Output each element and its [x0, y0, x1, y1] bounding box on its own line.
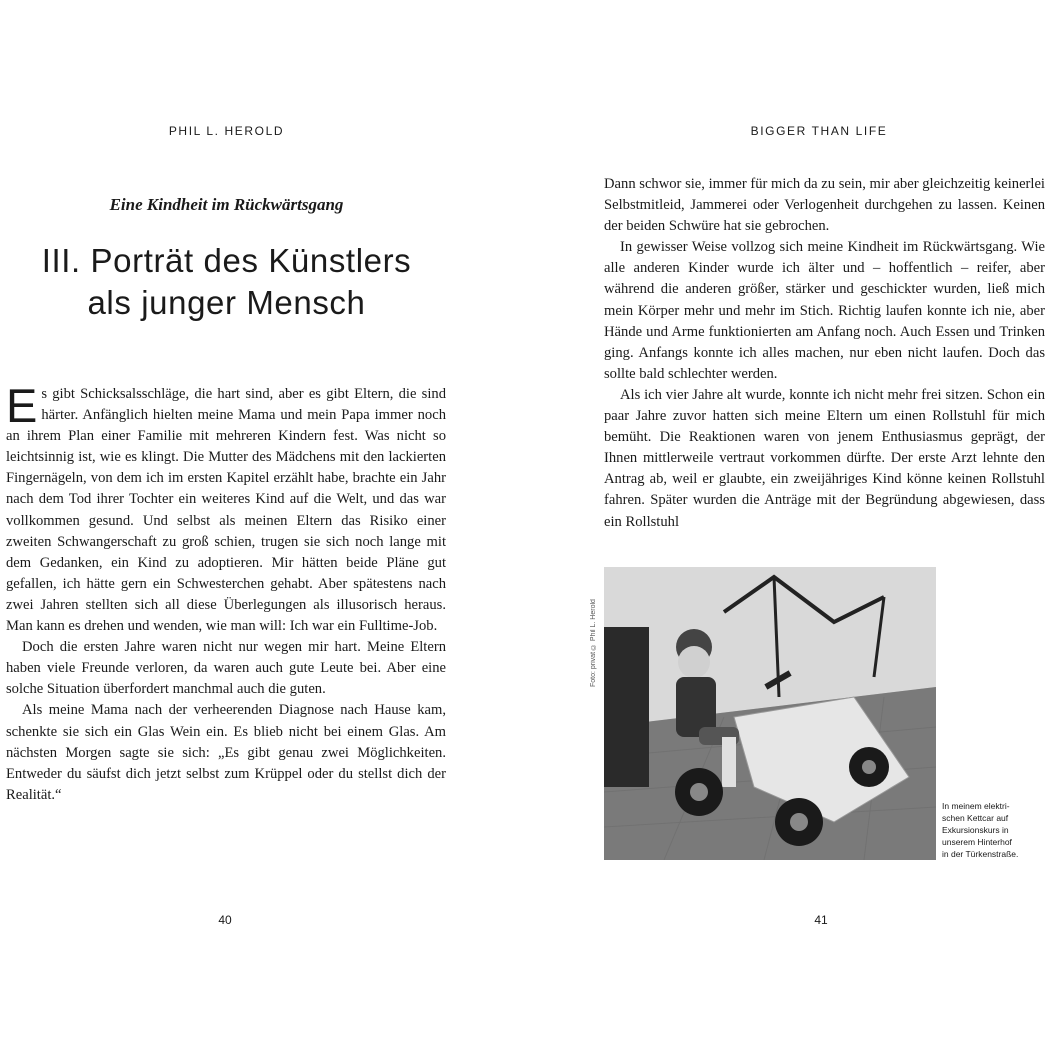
right-body-text [604, 174, 1045, 533]
caption-line: In meinem elektri- [942, 801, 1010, 811]
left-body-text [6, 379, 446, 806]
caption-line: in der Türkenstraße. [942, 849, 1019, 859]
photo-caption [942, 800, 1047, 860]
caption-line: unserem Hinterhof [942, 837, 1012, 847]
chapter-subtitle: Eine Kindheit im Rückwärtsgang [109, 195, 344, 214]
running-head-author: PHIL L. HEROLD [168, 124, 285, 138]
drop-cap: E [6, 379, 38, 432]
photo-child-in-kettcar [604, 567, 936, 860]
paragraph [6, 379, 446, 637]
caption-line: Exkursionskurs in [942, 825, 1009, 835]
page-number-right: 41 [814, 913, 828, 927]
photo-illustration [604, 567, 936, 860]
caption-line: schen Kettcar auf [942, 813, 1009, 823]
paragraph-text: s gibt Schicksalsschläge, die hart sind, aber es gibt Eltern, die sind härter. Anfänglich hielten meine Mama und mein Papa immer noch an ihrem Plan einer Familie mit mehreren Kindern fest. Was nicht so leichtsinnig ist, wie es klingt. Die Mutter des Mädchens mit den lackierten Fingernägeln, von dem ich im ersten Kapitel erzählt habe, brachte ein Jahr nach dem Tod ihrer Tochter ein weiteres Kind auf die Welt, und das war vollkommen gesund. Und selbst als meinen Eltern das Risiko einer zweiten Schwangerschaft zu groß schien, trugen sie sich noch lange mit dem Gedanken, ein Kind zu adoptieren. Mir hätten beide Pläne gut gefallen, ich hätte gern ein Schwesterchen gehabt. Aber spätestens nach zwei Jahren stellten sich all diese Überlegungen als illusorisch heraus. Man kann es drehen und wenden, wie man will: Ich war ein Fulltime-Job. [6, 386, 446, 635]
paragraph: Als ich vier Jahre alt wurde, konnte ich nicht mehr frei sitzen. Schon ein paar Jahre zuvor hatten sich meine Eltern um einen Rollstuhl für mich bemüht. Die Reaktionen waren von jenem Enthusiasmus geprägt, der Ihnen mittlerweile vertraut vorkommen dürfte. Der erste Arzt lehnte den Antrag ab, weil er glaubte, ein zweijähriges Kind könne keinen Rollstuhl fahren. Später wurden die Anträge mit der Begründung abgewiesen, dass ein Rollstuhl [604, 386, 1045, 530]
chapter-title [0, 240, 453, 324]
page-number-left: 40 [218, 913, 232, 927]
chapter-title-line-1: III. Porträt des Künstlers [41, 242, 412, 279]
paragraph: In gewisser Weise vollzog sich meine Kindheit im Rückwärtsgang. Wie alle anderen Kinder wurde ich älter und – hoffentlich – reifer, aber während die anderen größer, stärker und geschickter wurden, ließ mich mein Körper mehr und mehr im Stich. Richtig laufen konnte ich nie, aber Hände und Arme funktionierten am Anfang noch. Auch Essen und Trinken ging. Anfangs konnte ich alles machen, nur eben nicht laufen. Doch das sollte bald schlechter werden. [604, 239, 1045, 382]
running-head-book-title: BIGGER THAN LIFE [750, 124, 888, 138]
paragraph: Doch die ersten Jahre waren nicht nur wegen mir hart. Meine Eltern haben viele Freunde verloren, da waren auch gute Leute bei. Aber eine solche Situation überfordert manchmal auch die guten. [6, 639, 446, 698]
chapter-title-line-2: als junger Mensch [87, 284, 366, 321]
photo-credit: Foto: privat © Phil L. Herold [590, 599, 597, 687]
right-page [524, 0, 1049, 1049]
paragraph: Als meine Mama nach der verheerenden Diagnose nach Hause kam, schenkte sie sich ein Glas Wein ein. Es blieb nicht bei einem Glas. Am nächsten Morgen sagte sie sich: „Es gibt genau zwei Möglichkeiten. Entweder du säufst dich jetzt selbst zum Krüppel oder du stellst dich der Realität.“ [6, 702, 446, 803]
left-page [0, 0, 524, 1049]
paragraph: Dann schwor sie, immer für mich da zu sein, mir aber gleichzeitig keinerlei Selbstmitleid, Jammerei oder Verlogenheit durchgehen zu lassen. Keinen der beiden Schwüre hat sie gebrochen. [604, 176, 1045, 235]
